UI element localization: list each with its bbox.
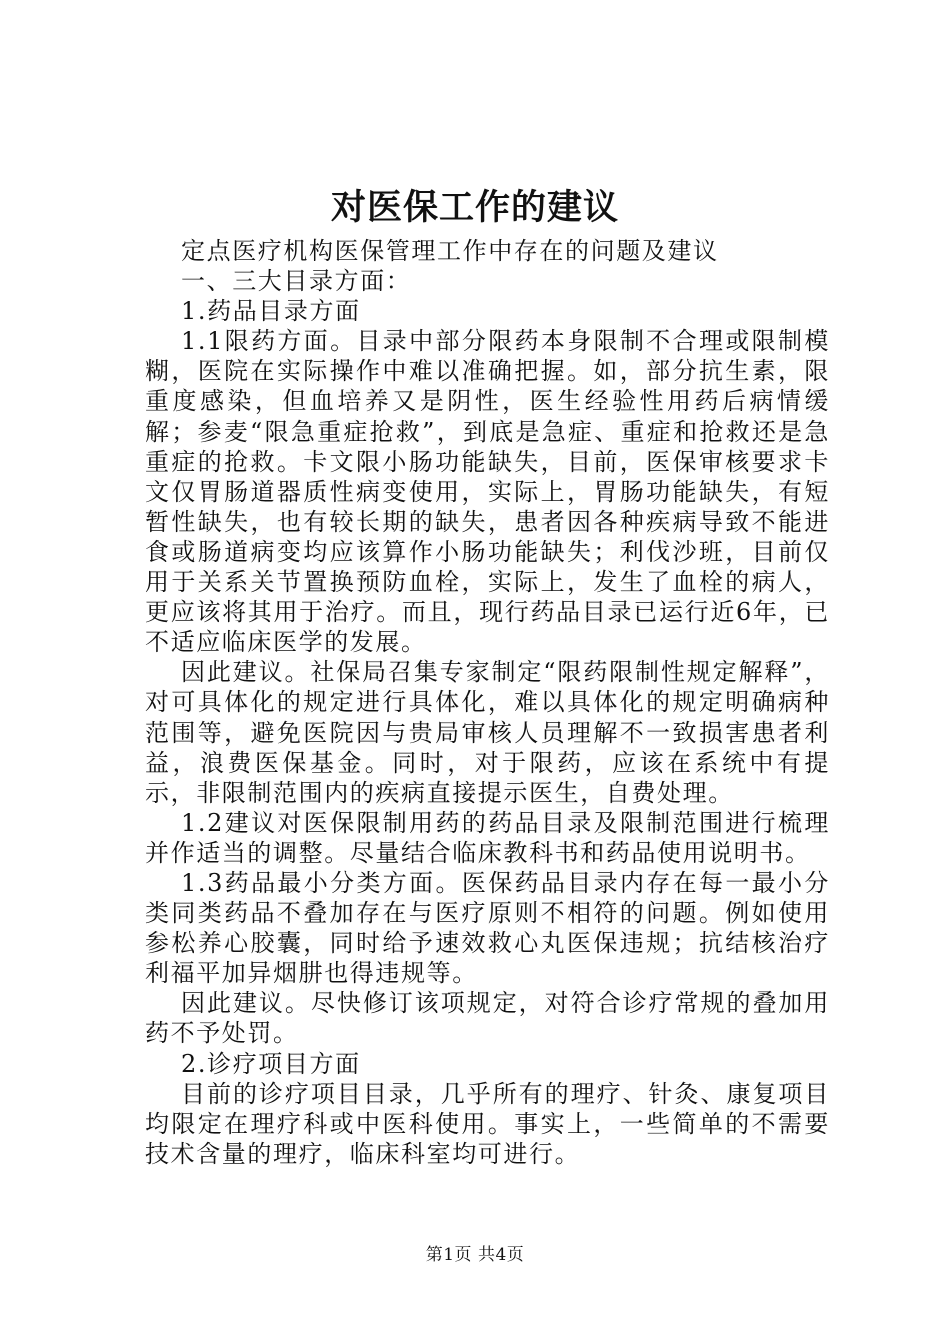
paragraph-suggestion-1-2: 1.2建议对医保限制用药的药品目录及限制范围进行梳理并作适当的调整。尽量结合临床教科书和药品使用说明书。 [145,808,830,867]
subtitle-paragraph: 定点医疗机构医保管理工作中存在的问题及建议 [181,237,719,265]
section-heading-catalogs: 一、三大目录方面： [181,267,412,296]
subsection-heading-drug-catalog: 1.药品目录方面 [181,297,361,326]
paragraph-treatment-items: 目前的诊疗项目目录，几乎所有的理疗、针灸、康复项目均限定在理疗科或中医科使用。事实上，一些简单的不需要技术含量的理疗，临床科室均可进行。 [145,1079,830,1168]
document-body [145,236,830,1169]
paragraph-suggestion-2: 因此建议。尽快修订该项规定，对符合诊疗常规的叠加用药不予处罚。 [145,989,830,1048]
paragraph-min-classification: 1.3药品最小分类方面。医保药品目录内存在每一最小分类同类药品不叠加存在与医疗原则不相符的问题。例如使用参松养心胶囊，同时给予速效救心丸医保违规；抗结核治疗利福平加异烟肼也得违规等。 [145,868,830,988]
paragraph-suggestion-1: 因此建议。社保局召集专家制定“限药限制性规定解释”，对可具体化的规定进行具体化，难以具体化的规定明确病种范围等，避免医院因与贵局审核人员理解不一致损害患者利益，浪费医保基金。同时，对于限药，应该在系统中有提示，非限制范围内的疾病直接提示医生，自费处理。 [145,658,830,807]
document-title: 对医保工作的建议 [330,187,619,228]
subsection-heading-treatment-items: 2.诊疗项目方面 [181,1049,361,1078]
paragraph-restricted-drugs: 1.1限药方面。目录中部分限药本身限制不合理或限制模糊，医院在实际操作中难以准确把握。如，部分抗生素，限重度感染，但血培养又是阴性，医生经验性用药后病情缓解；参麦“限急重症抢救”，到底是急症、重症和抢救还是急重症的抢救。卡文限小肠功能缺失，目前，医保审核要求卡文仅胃肠道器质性病变使用，实际上，胃肠功能缺失，有短暂性缺失，也有较长期的缺失，患者因各种疾病导致不能进食或肠道病变均应该算作小肠功能缺失；利伐沙班，目前仅用于关系关节置换预防血栓，实际上，发生了血栓的病人，更应该将其用于治疗。而且，现行药品目录已运行近6年，已不适应临床医学的发展。 [145,327,830,657]
page-footer: 第1页 共4页 [425,1245,525,1265]
